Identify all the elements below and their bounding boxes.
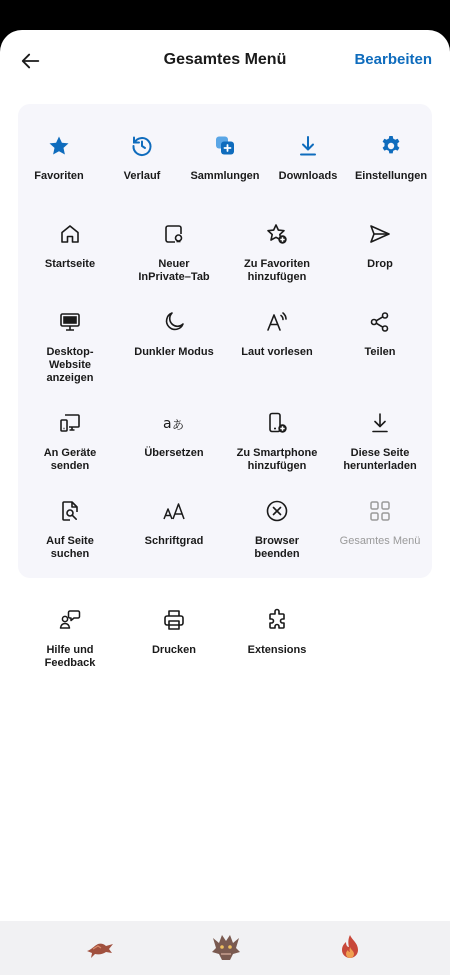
menu-item-downloads[interactable]: Downloads [266, 132, 350, 183]
svg-text:a: a [163, 416, 172, 432]
font-size-icon [160, 497, 188, 525]
printer-icon [160, 606, 188, 634]
translate-icon [160, 409, 188, 437]
history-icon [128, 132, 156, 160]
svg-text:あ: あ [172, 418, 185, 432]
edit-button[interactable]: Bearbeiten [354, 51, 432, 68]
menu-header [0, 30, 450, 90]
menu-item-font-size[interactable]: Schriftgrad [124, 497, 224, 548]
send-icon [366, 220, 394, 248]
menu-item-desktop-website[interactable]: Desktop- Website anzeigen [20, 308, 120, 385]
menu-item-print[interactable]: Drucken [124, 606, 224, 657]
menu-item-add-favorite[interactable]: Zu Favoriten hinzufügen [227, 220, 327, 284]
close-circle-icon [263, 497, 291, 525]
download-page-icon [366, 409, 394, 437]
dragon-icon [85, 937, 115, 959]
menu-item-read-aloud[interactable]: Laut vorlesen [227, 308, 327, 359]
bottom-nav-dragon-large[interactable] [208, 929, 244, 965]
menu-item-verlauf[interactable]: Verlauf [100, 132, 184, 183]
menu-item-send-devices[interactable]: An Geräte senden [20, 409, 120, 473]
menu-item-full-menu: Gesamtes Menü [330, 497, 430, 548]
menu-item-add-phone[interactable]: Zu Smartphone hinzufügen [227, 409, 327, 473]
help-feedback-icon [56, 606, 84, 634]
devices-icon [56, 409, 84, 437]
menu-item-extensions[interactable]: Extensions [227, 606, 327, 657]
menu-item-inprivate-tab[interactable]: Neuer InPrivate–Tab [124, 220, 224, 284]
menu-item-dark-mode[interactable]: Dunkler Modus [124, 308, 224, 359]
menu-item-einstellungen[interactable]: Einstellungen [349, 132, 433, 183]
fire-icon [337, 933, 363, 963]
share-icon [366, 308, 394, 336]
home-icon [56, 220, 84, 248]
moon-icon [160, 308, 188, 336]
bottom-nav-fire[interactable] [334, 933, 366, 963]
read-aloud-icon [263, 308, 291, 336]
menu-item-help-feedback[interactable]: Hilfe und Feedback [20, 606, 120, 670]
download-icon [294, 132, 322, 160]
star-icon [45, 132, 73, 160]
menu-item-find-on-page[interactable]: Auf Seite suchen [20, 497, 120, 561]
inprivate-tab-icon [160, 220, 188, 248]
grid-icon [366, 497, 394, 525]
menu-item-close-browser[interactable]: Browser beenden [227, 497, 327, 561]
menu-item-translate[interactable]: a あ Übersetzen [124, 409, 224, 460]
menu-item-download-page[interactable]: Diese Seite herunterladen [330, 409, 430, 473]
add-phone-icon [263, 409, 291, 437]
menu-item-favoriten[interactable]: Favoriten [17, 132, 101, 183]
add-favorite-icon [263, 220, 291, 248]
menu-item-sammlungen[interactable]: Sammlungen [183, 132, 267, 183]
bottom-nav-bar [0, 921, 450, 975]
gear-icon [377, 132, 405, 160]
dragon-head-icon [209, 930, 243, 964]
find-on-page-icon [56, 497, 84, 525]
puzzle-icon [263, 606, 291, 634]
menu-item-share[interactable]: Teilen [330, 308, 430, 359]
menu-item-startseite[interactable]: Startseite [20, 220, 120, 271]
bottom-nav-dragon-small[interactable] [84, 933, 116, 963]
menu-item-drop[interactable]: Drop [330, 220, 430, 271]
page-title: Gesamtes Menü [163, 51, 287, 68]
collections-icon [211, 132, 239, 160]
desktop-icon [56, 308, 84, 336]
